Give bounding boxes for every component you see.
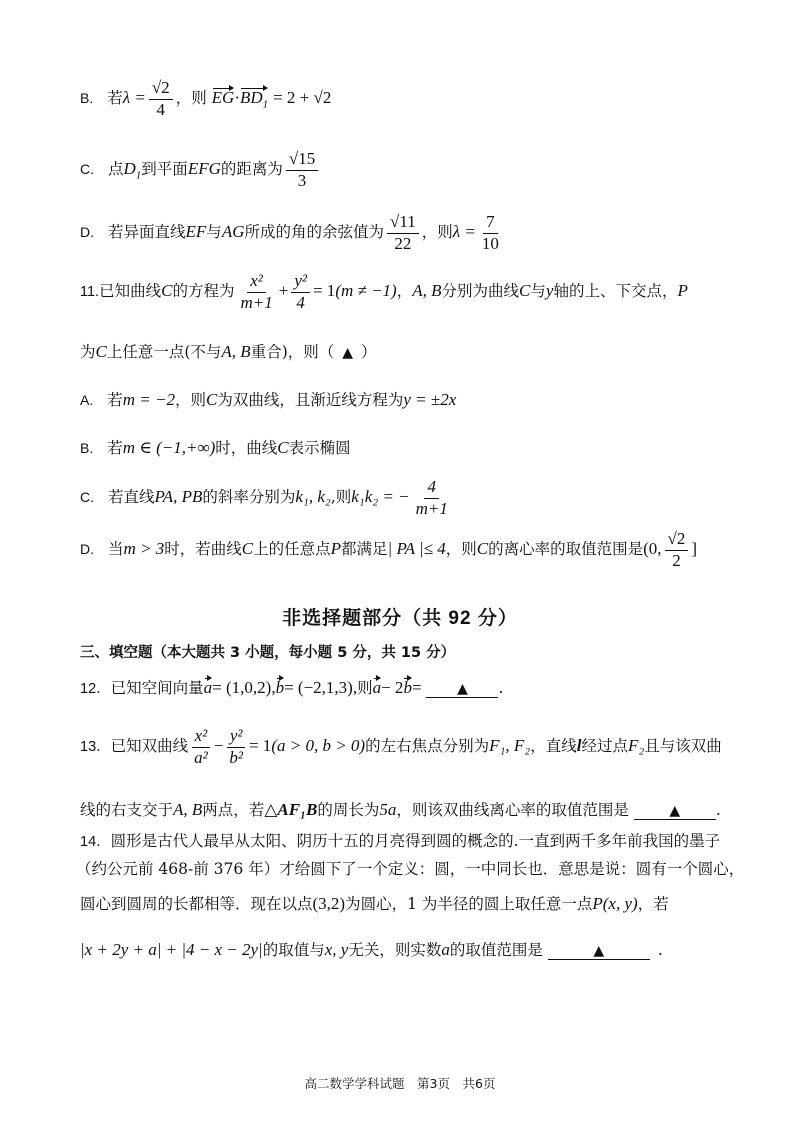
q11-stem: 11.已知曲线C的方程为 $\frac{\text{x²}}{m+1}$ + $\frac{\text{y²}}{4}$ = 1(m ≠ −1)，A, B分别为曲线C与y轴的上、下交点，P	[80, 271, 688, 312]
q11-option-a: A. 若m = −2，则C为双曲线，且渐近线方程为y = ±2x	[80, 390, 457, 409]
answer-blank	[634, 802, 716, 820]
fraction: $\frac{\text{x²}}{\text{a²}}$	[191, 727, 211, 767]
fraction: $\frac{7}{10}$	[481, 212, 499, 253]
answer-marker: ▲	[342, 345, 354, 361]
option-label: B.	[80, 440, 94, 456]
q10-option-d: D. 若异面直线EF与AG所成的角的余弦值为 $\frac{√11}{22}$ ，则λ = $\frac{7}{10}$	[80, 213, 505, 253]
option-label: D.	[80, 541, 94, 558]
answer-blank	[548, 942, 650, 960]
subsection-title: 三、填空题（本大题共 3 小题，每小题 5 分，共 15 分）	[80, 645, 456, 661]
answer-marker: ▲	[457, 681, 468, 697]
page-footer: 高二数学学科试题 第3页 共6页	[304, 1076, 496, 1091]
q10-option-b: B. 若λ = $\frac{√2}{4}$ ，则 $EG\cdot BD_1 = 2 + √2$	[80, 78, 332, 119]
q14-line4: |x + 2y + a| + |4 − x − 2y|的取值与x, y无关，则实数a的取值范围是 ▲ .	[80, 940, 663, 959]
option-label: C.	[80, 489, 94, 506]
vector-bd1: $BD_1$	[239, 88, 269, 111]
vector-b: b	[275, 678, 285, 697]
option-label: C.	[80, 161, 94, 178]
answer-blank	[426, 680, 498, 698]
option-label: A.	[80, 392, 94, 408]
q11-option-c: C. 若直线PA, PB的斜率分别为k₁, k₂,则k₁k₂ = − $\frac{4}{m+1}$	[80, 478, 454, 518]
fraction: $\frac{\text{y²}}{\text{b²}}$	[226, 727, 246, 767]
q12: 12．已知空间向量a= (1,0,2),b= (−2,1,3),则a− 2b= ▲ .	[80, 678, 504, 697]
q13-stem-line2: 线的右支交于A, B两点，若△AF₁B的周长为5a，则该双曲线离心率的取值范围是 ▲ .	[80, 800, 721, 819]
fraction: $\frac{√2}{4}$	[149, 79, 173, 119]
question-number: 13．	[80, 739, 111, 756]
fraction: $\frac{\text{y²}}{4}$	[291, 272, 310, 312]
section-title: 非选择题部分（共 92 分）	[282, 608, 518, 629]
answer-marker: ▲	[669, 803, 681, 819]
question-number: 11.	[80, 284, 100, 301]
q11-option-b: B. 若m ∈ (−1,+∞)时，曲线C表示椭圆	[80, 438, 351, 457]
q10-option-c: C. 点$D_1$到平面EFG的距离为 $\frac{√15}{3}$	[80, 150, 321, 190]
fraction: $\frac{\text{x²}}{m+1}$	[240, 271, 273, 312]
fraction: $\frac{√15}{3}$	[286, 150, 318, 190]
fraction: $\frac{√11}{22}$	[387, 213, 419, 253]
q11-stem-line2: 为C上任意一点(不与A, B重合)，则（ ▲ ）	[80, 342, 377, 361]
q14-line3: 圆心到圆周的长都相等．现在以点(3,2)为圆心，1 为半径的圆上取任意一点P(x, y)，若	[80, 894, 669, 913]
q14-line1: 14．圆形是古代人最早从太阳、阴历十五的月亮得到圆的概念的.一直到两千多年前我国的墨子	[80, 832, 721, 850]
question-number: 12．	[80, 681, 111, 697]
q13-stem: 13．已知双曲线 $\frac{\text{x²}}{\text{a²}}$ − $\frac{\text{y²}}{\text{b²}}$ = 1(a > 0, b > 0)的左右焦点分别为F₁, F₂，直线l经过点F₂且与该双曲	[80, 726, 722, 767]
answer-marker: ▲	[593, 943, 605, 959]
fraction: $\frac{√2}{2}$	[665, 530, 689, 570]
q11-option-d: D. 当m > 3时，若曲线C上的任意点P都满足| PA |≤ 4，则C的离心率的取值范围是(0, $\frac{√2}{2}$ ]	[80, 529, 698, 570]
option-label: D.	[80, 224, 94, 241]
fraction: $\frac{4}{m+1}$	[415, 477, 448, 518]
q14-line2: （约公元前 468-前 376 年）才给圆下了一个定义：圆，一中同长也．意思是说：圆有一个圆心，	[76, 860, 745, 878]
vector-a: a	[203, 678, 213, 697]
vector-eg: EG	[211, 88, 235, 108]
question-number: 14．	[80, 834, 111, 850]
option-label: B.	[80, 90, 94, 107]
